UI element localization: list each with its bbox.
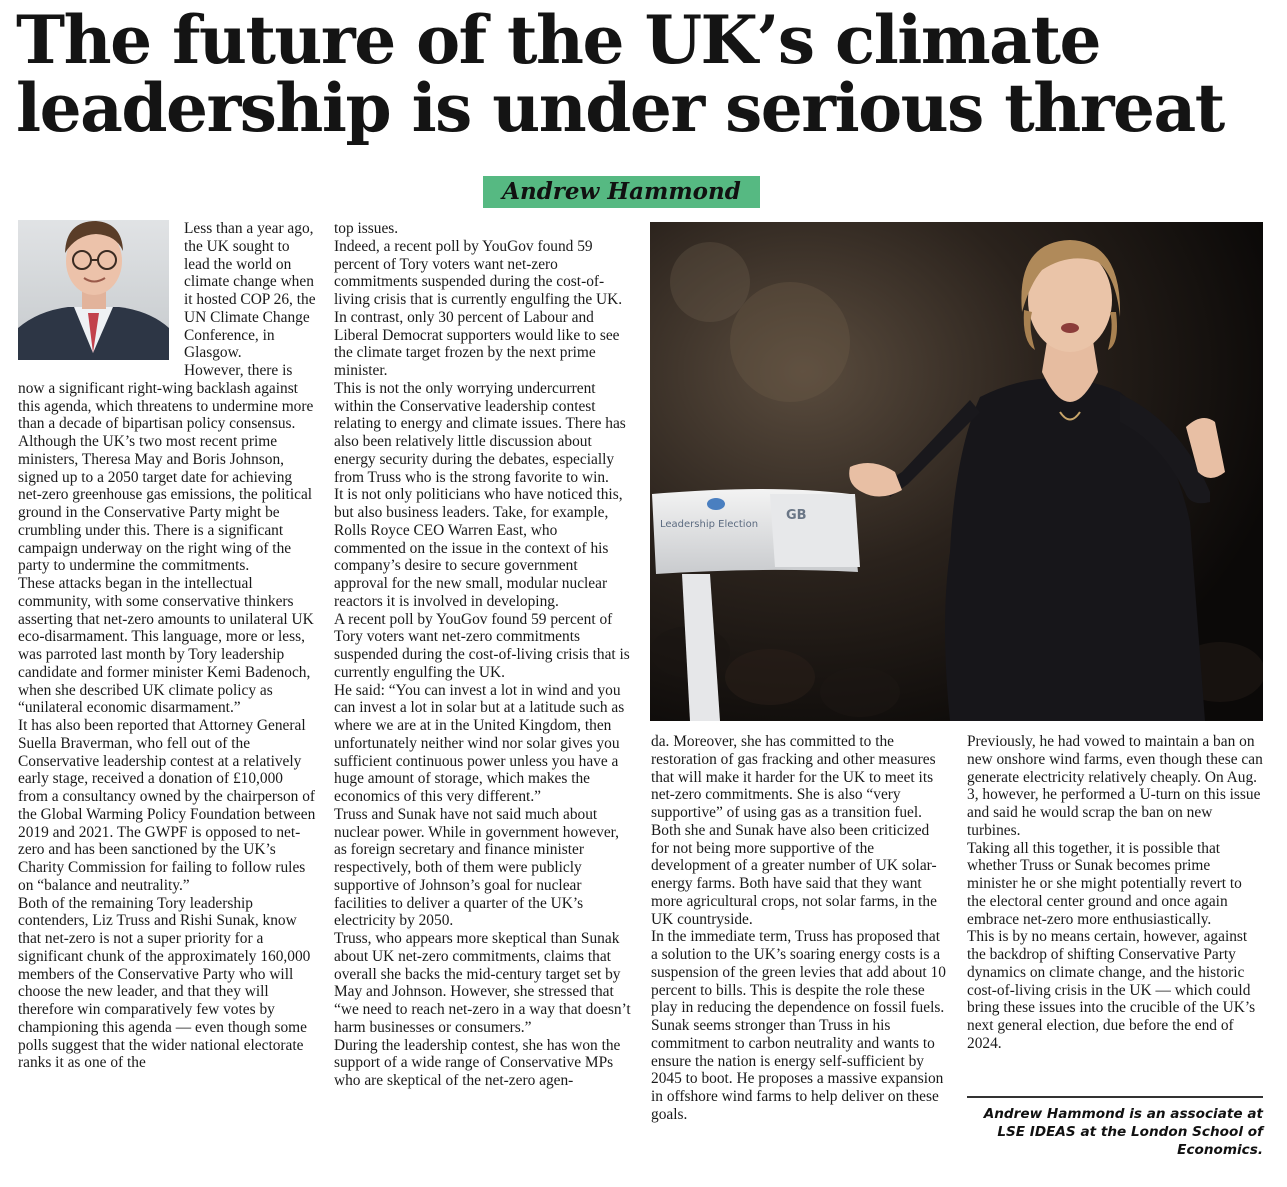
- lectern-sign-left: Leadership Election: [660, 519, 759, 530]
- paragraph: Although the UK’s two most recent prime ministers, Theresa May and Boris Johnson, signed up to a 2050 target date for achieving net-zero greenhouse gas emissions, the political ground in the Conservative Party might be crumbling under this. There is a significant campaign underway on the right wing of the party to undermine the commitments.: [18, 433, 313, 575]
- article-column-1: [18, 220, 316, 1170]
- paragraph: However, there is now a significant right-wing backlash against this agenda, which threatens to undermine more than a decade of bipartisan policy consensus.: [18, 362, 314, 433]
- paragraph: In the immediate term, Truss has proposed that a solution to the UK’s soaring energy costs is a suspension of the green levies that add about 10 percent to bills. This is despite the role these play in reducing the dependence on fossil fuels.: [651, 928, 946, 1017]
- headline-line-1: The future of the UK’s climate: [16, 1, 1100, 79]
- paragraph: Less than a year ago, the UK sought to lead the world on climate change when it hosted COP 26, the UN Climate Change Conference, in Glasgow.: [184, 220, 316, 362]
- paragraph: It has also been reported that Attorney General Suella Braverman, who fell out of the Conservative leadership contest at a relatively early stage, received a donation of £10,000 from a consultancy owned by the chairperson of the Global Warming Policy Foundation between 2019 and 2021. The GWPF is opposed to net-zero and has been sanctioned by the UK’s Charity Commission for failing to follow rules on “balance and neutrality.”: [18, 717, 316, 894]
- headline: [16, 1, 1276, 147]
- article-column-4: [967, 733, 1263, 1093]
- article-column-3: [651, 733, 947, 1173]
- paragraph: Truss and Sunak have not said much about nuclear power. While in government however, as foreign secretary and finance minister respectively, both of them were publicly supportive of Johnson’s goal for nuclear facilities to deliver a quarter of the UK’s electricity by 2050.: [334, 805, 620, 930]
- paragraph: Truss, who appears more skeptical than Sunak about UK net-zero commitments, claims that overall she backs the mid-century target set by May and Johnson. However, she stressed that “we need to reach net-zero in a way that doesn’t harm businesses or consumers.”: [334, 930, 631, 1036]
- paragraph: Sunak seems stronger than Truss in his commitment to carbon neutrality and wants to ensure the nation is energy self-sufficient by 2045 to boot. He proposes a massive expansion in offshore wind farms to help deliver on these goals.: [651, 1017, 944, 1123]
- byline: Andrew Hammond: [483, 176, 760, 208]
- author-portrait-photo: [18, 220, 169, 360]
- paragraph: Previously, he had vowed to maintain a ban on new onshore wind farms, even though these can generate electricity relatively cheaply. On Aug. 3, however, he performed a U-turn on this issue and said he would scrap the ban on new turbines.: [967, 733, 1263, 839]
- paragraph: This is by no means certain, however, against the backdrop of shifting Conservative Party dynamics on climate change, and the historic cost-of-living crisis in the UK — which could bring these issues into the crucible of the UK’s next general election, due before the end of 2024.: [967, 928, 1256, 1052]
- paragraph: He said: “You can invest a lot in wind and you can invest a lot in solar but at a latitude such as where we are at in the United Kingdom, then unfortunately neither wind nor solar gives you sufficient continuous power unless you have a huge amount of storage, which makes the economics of this very different.”: [334, 681, 625, 805]
- article-column-2: [334, 220, 632, 1170]
- paragraph: Both of the remaining Tory leadership contenders, Liz Truss and Rishi Sunak, know that net-zero is not a super priority for a significant chunk of the approximately 160,000 members of the Conservative Party who will choose the new leader, and that they will therefore win comparatively few votes by championing this agenda — even though some polls suggest that the wider national electorate ranks it as one of the: [18, 894, 311, 1072]
- paragraph: Indeed, a recent poll by YouGov found 59 percent of Tory voters want net-zero commitments suspended during the cost-of-living crisis that is currently engulfing the UK. In contrast, only 30 percent of Labour and Liberal Democrat supporters would like to see the climate target frozen by the next prime minister.: [334, 237, 623, 379]
- paragraph: A recent poll by YouGov found 59 percent of Tory voters want net-zero commitments suspended during the cost-of-living crisis that is currently engulfing the UK.: [334, 610, 630, 681]
- bio-divider: [967, 1096, 1263, 1098]
- paragraph: Both she and Sunak have also been criticized for not being more supportive of the development of a greater number of UK solar-energy farms. Both have said that they want more agricultural crops, not solar farms, in the UK countryside.: [651, 821, 937, 928]
- paragraph: These attacks began in the intellectual community, with some conservative thinkers asserting that net-zero amounts to unilateral UK eco-disarmament. This language, more or less, was parroted last month by Tory leadership candidate and former minister Kemi Badenoch, when she described UK climate policy as “unilateral economic disarmament.”: [18, 575, 314, 717]
- paragraph: Taking all this together, it is possible that whether Truss or Sunak becomes prime minister he or she might potentially revert to the electoral center ground and once again embrace net-zero more enthusiastically.: [967, 839, 1242, 928]
- paragraph: This is not the only worrying undercurrent within the Conservative leadership contest relating to energy and climate issues. There has also been relatively little discussion about energy security during the debates, especially from Truss who is the strong favorite to win.: [334, 379, 626, 486]
- author-portrait-icon: [18, 220, 169, 360]
- liz-truss-speaking-icon: [650, 222, 1263, 721]
- author-bio: Andrew Hammond is an associate at LSE IDEAS at the London School of Economics.: [983, 1106, 1263, 1158]
- paragraph: da. Moreover, she has committed to the restoration of gas fracking and other measures that will make it harder for the UK to meet its net-zero commitments. She is also “very supportive” of using gas as a transition fuel.: [651, 733, 936, 821]
- paragraph: top issues.: [334, 220, 399, 237]
- paragraph: During the leadership contest, she has won the support of a wide range of Conservative MPs who are skeptical of the net-zero agen-: [334, 1036, 621, 1089]
- headline-line-2: leadership is under serious threat: [16, 69, 1224, 147]
- paragraph: It is not only politicians who have noticed this, but also business leaders. Take, for example, Rolls Royce CEO Warren East, who commented on the issue in the context of his company’s desire to secure government approval for the new small, modular nuclear reactors it is involved in developing.: [334, 486, 623, 610]
- main-photo: [650, 222, 1263, 721]
- lectern-sign-right: GB: [786, 508, 807, 523]
